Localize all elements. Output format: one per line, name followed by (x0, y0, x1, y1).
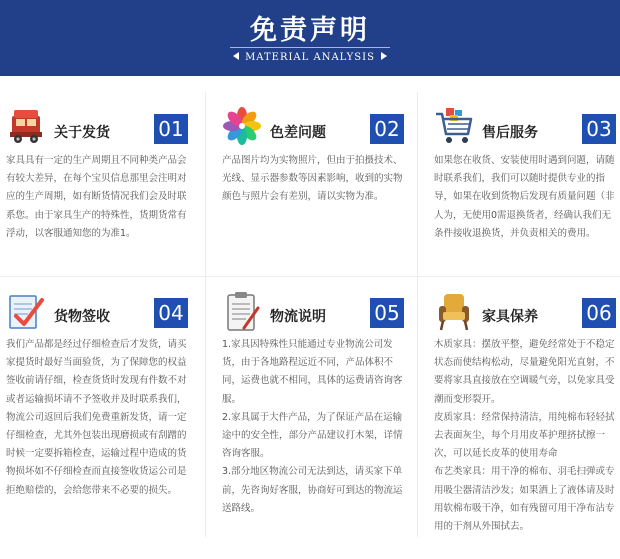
panel-paragraph: 布艺类家具：用干净的棉布、羽毛扫弹或专用吸尘器清洁沙发；如果洒上了液体请及时用软棉布吸干净，如有残留可用干净布沾专用的干剂从外围拭去。 (434, 466, 615, 533)
panel-body (434, 152, 616, 243)
panel-paragraph: 3.部分地区物流公司无法到达，请买家下单前，先咨询好客服，协商好可到达的物流运送路线。 (222, 466, 403, 514)
panel-title: 关于发货 (54, 125, 110, 141)
subtitle-text: MATERIAL ANALYSIS (245, 52, 375, 63)
panel-paragraph: 家具具有一定的生产周期且不同种类产品会有较大差异，在每个宝贝信息那里会注明对应的生产周期，如有断货情况我们会及时联系您。由于家具生产的特殊性，货期货常有浮动，以客服通知您的为准1。 (6, 155, 187, 239)
sign-document-icon (6, 290, 46, 334)
panel-header (222, 106, 404, 152)
delivery-truck-icon (6, 106, 46, 150)
color-palette-icon (222, 106, 262, 150)
panel-body (434, 336, 616, 536)
panel-body (6, 152, 188, 243)
header-banner (0, 0, 620, 76)
panel-paragraph: 如果您在收货、安装使用时遇到问题，请随时联系我们，我们可以随时提供专业的指导，如果在收到货物后发现有质量问题（非人为，无使用0需退换货者，经确认我们无条件接收退换货，并负责相关的费用。 (434, 155, 615, 239)
column-divider-2 (417, 92, 418, 537)
panel-paragraph: 木质家具：摆放平整，避免经常处于不稳定状态而使结构松动，尽量避免阳光直射，不要将家具直接放在空调暖气旁，以免家具受潮而变形裂开。 (434, 339, 615, 405)
row-divider (0, 276, 620, 277)
panel-paragraph: 1.家具因特殊性只能通过专业物流公司发货，由于各地路程远近不同，产品体积不同，运费也就不相同，具体的运费请咨询客服。 (222, 339, 403, 405)
armchair-icon (434, 290, 474, 334)
panel-title: 货物签收 (54, 309, 110, 325)
panel-paragraph: 皮质家具：经常保持清洁，用纯棉布轻轻拭去表面灰尘，每个月用皮革护理挤拭擦一次，可以延长皮革的使用寿命 (434, 411, 615, 460)
title-divider (230, 47, 390, 48)
panel-number-badge: 05 (370, 298, 404, 328)
panel-number-badge: 02 (370, 114, 404, 144)
panel-number-badge: 06 (582, 298, 616, 328)
panel-title: 售后服务 (482, 125, 538, 141)
column-divider-1 (205, 92, 206, 537)
page-title: 免责声明 (250, 15, 370, 46)
panel-number-badge: 01 (154, 114, 188, 144)
triangle-left-icon (233, 52, 239, 60)
shopping-cart-icon (434, 106, 474, 150)
panel-paragraph: 产品图片均为实物照片，但由于拍摄技术、光线、显示器参数等因素影响，收到的实物颜色与照片会有差别，请以实物为准。 (222, 155, 403, 203)
panel-number-badge: 03 (582, 114, 616, 144)
triangle-right-icon (381, 52, 387, 60)
panel-header (434, 290, 616, 336)
panel-header (6, 290, 188, 336)
panel-title: 色差问题 (270, 125, 326, 141)
panel-header (6, 106, 188, 152)
clipboard-icon (222, 290, 262, 334)
panel-body (222, 336, 404, 518)
panel-header (434, 106, 616, 152)
panel-paragraph: 2.家具属于大件产品，为了保证产品在运输途中的安全性，部分产品建议打木架，详情咨询客服。 (222, 411, 403, 460)
panel-paragraph: 我们产品都是经过仔细检查后才发货，请买家提货时最好当面验货，为了保障您的权益签收前请仔细，检查货货时发现有件数不对或者运输损坏请不予签收并及时联系我们，物流公司返回后我们免费重新发货，请一定仔细检查，尤其外包装出现磨损或有刮蹭的时候一定要拆箱检查，运输过程中造成的货物损坏如不仔细检查而直接签收货运公司是拒绝赔偿的，会给您带来不必要的损失。 (6, 339, 187, 496)
panel-title: 家具保养 (482, 309, 538, 325)
page-subtitle (0, 52, 620, 63)
panel-body (222, 152, 404, 207)
panel-body (6, 336, 188, 500)
panel-header (222, 290, 404, 336)
panel-number-badge: 04 (154, 298, 188, 328)
panel-title: 物流说明 (270, 309, 326, 325)
